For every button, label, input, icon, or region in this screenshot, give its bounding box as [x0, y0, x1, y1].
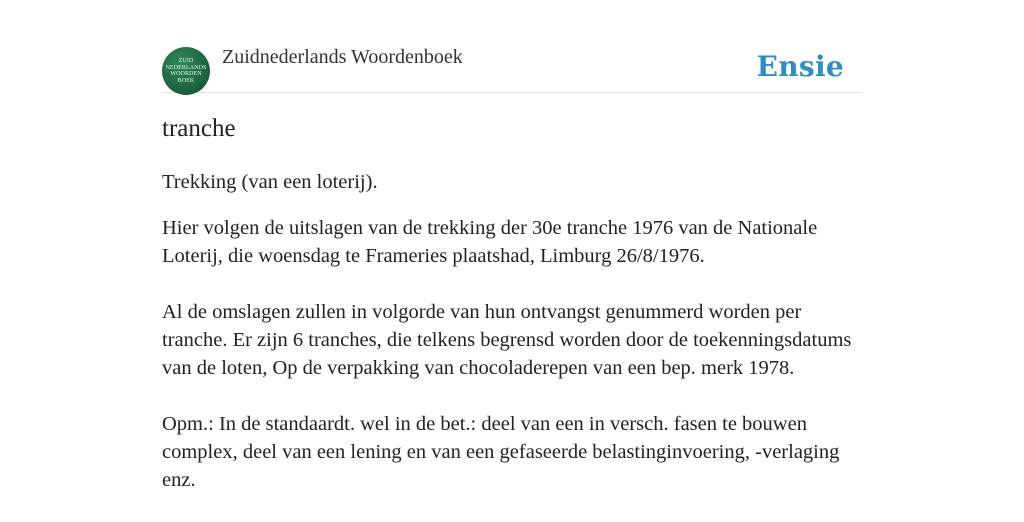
logo-line: NEDERLANDS	[165, 64, 207, 71]
logo-line: ZUID	[178, 58, 194, 64]
dictionary-name-link[interactable]: Zuidnederlands Woordenboek	[222, 46, 463, 68]
entry-title: tranche	[162, 115, 236, 142]
entry-content	[162, 168, 862, 522]
ensie-logo-link[interactable]: Ensie	[756, 50, 844, 83]
logo-line: WOORDEN	[170, 71, 202, 77]
logo-line: BOEK	[177, 77, 195, 84]
entry-example-1: Hier volgen de uitslagen van de trekking der 30e tranche 1976 van de Nationale Loterij, die woensdag te Frameries plaatshad, Limburg 26/8/1976.	[162, 217, 818, 267]
entry-example-2: Al de omslagen zullen in volgorde van hun ontvangst genummerd worden per tranche. Er zijn 6 tranches, die telkens begrensd worden door de toekenningsdatums van de loten, Op de verpakking van chocoladerepen van een bep. merk 1978.	[162, 301, 852, 379]
site-header	[162, 44, 862, 93]
dictionary-logo[interactable]	[162, 47, 210, 95]
entry-definition: Trekking (van een loterij).	[162, 171, 378, 193]
entry-note: Opm.: In de standaardt. wel in de bet.: deel van een in versch. fasen te bouwen complex, deel van een lening en van een gefaseerde belastinginvoering, -verlaging enz.	[162, 413, 840, 491]
